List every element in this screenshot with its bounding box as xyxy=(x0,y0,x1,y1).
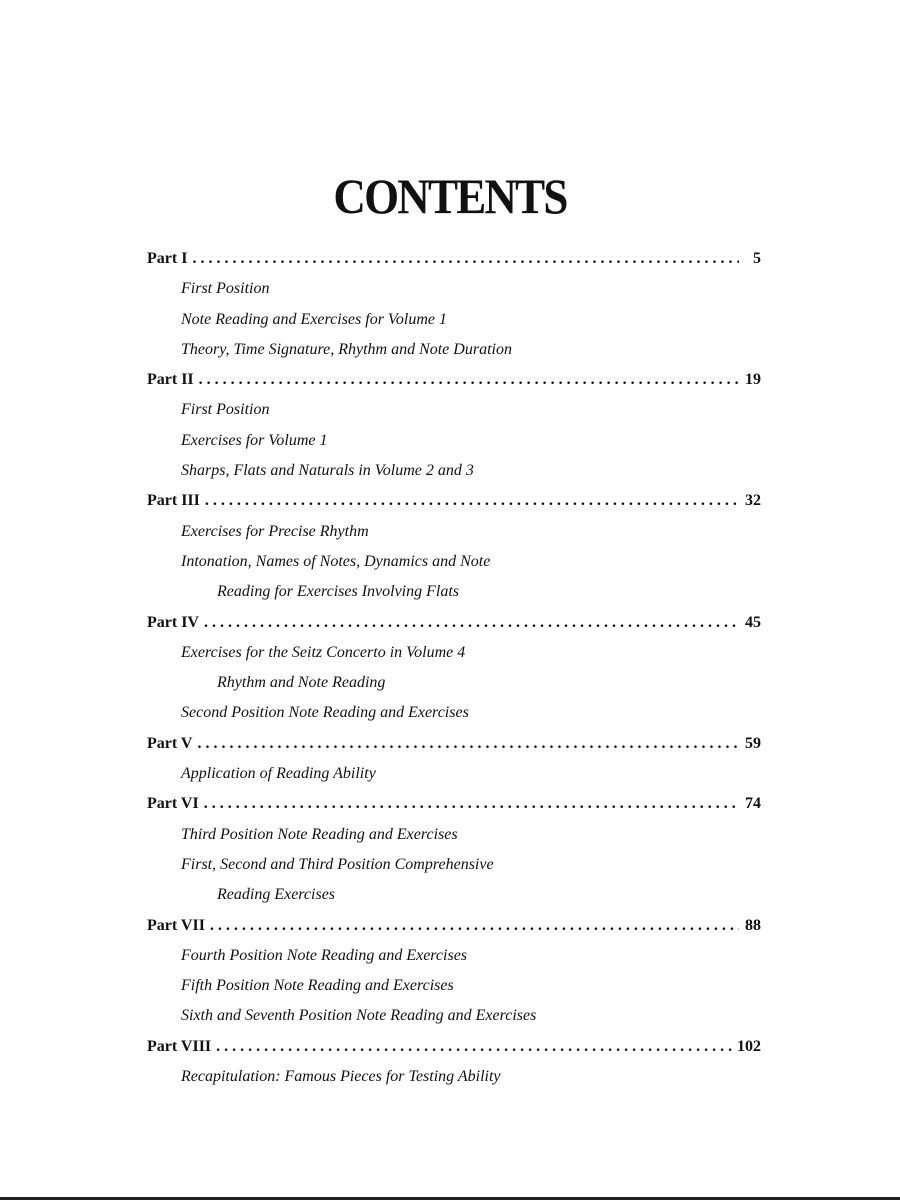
toc-part-label: Part V xyxy=(147,734,193,752)
toc-page-number: 5 xyxy=(753,250,761,267)
toc-entry: Sixth and Seventh Position Note Reading and Exercises xyxy=(181,1007,537,1025)
toc-part-row xyxy=(147,729,761,759)
toc-entry: First Position xyxy=(181,280,270,298)
toc-entry: Fourth Position Note Reading and Exercises xyxy=(181,946,468,964)
toc-entry: First Position xyxy=(181,401,270,419)
dot-leader xyxy=(192,244,739,274)
toc-part-label: Part VIII xyxy=(147,1037,212,1055)
toc-entry: Rhythm and Note Reading xyxy=(217,674,386,692)
dot-leader xyxy=(204,789,739,819)
toc-entry: Fifth Position Note Reading and Exercises xyxy=(181,977,454,995)
toc-part-row xyxy=(147,365,761,395)
dot-leader xyxy=(210,911,739,941)
toc-entry: Theory, Time Signature, Rhythm and Note Duration xyxy=(181,340,512,358)
toc-entry: Sharps, Flats and Naturals in Volume 2 and 3 xyxy=(181,462,474,480)
toc-page-number: 59 xyxy=(745,734,761,752)
table-of-contents xyxy=(147,244,761,1092)
dot-leader xyxy=(216,1032,733,1062)
toc-entry: Recapitulation: Famous Pieces for Testing Ability xyxy=(181,1068,501,1086)
toc-page-number: 88 xyxy=(745,916,761,934)
toc-part-row xyxy=(147,1032,761,1062)
toc-entry: Third Position Note Reading and Exercises xyxy=(181,825,458,843)
toc-part-row xyxy=(147,486,761,516)
toc-part-label: Part I xyxy=(147,250,188,267)
toc-part-label: Part II xyxy=(147,371,194,389)
toc-part-row xyxy=(147,244,761,274)
toc-entry: First, Second and Third Position Comprehensive xyxy=(181,855,494,873)
toc-part-row xyxy=(147,608,761,638)
toc-entry: Exercises for Precise Rhythm xyxy=(181,522,369,540)
toc-page-number: 102 xyxy=(737,1037,761,1055)
dot-leader xyxy=(199,365,739,395)
dot-leader xyxy=(205,486,739,516)
toc-part-row xyxy=(147,789,761,819)
toc-page-number: 19 xyxy=(745,371,761,389)
toc-entry: Second Position Note Reading and Exercises xyxy=(181,704,469,722)
toc-entry: Reading for Exercises Involving Flats xyxy=(217,583,460,601)
toc-page-number: 32 xyxy=(745,492,761,510)
toc-entry: Intonation, Names of Notes, Dynamics and Note xyxy=(181,552,491,570)
toc-entry: Exercises for Volume 1 xyxy=(181,431,328,449)
toc-entry: Reading Exercises xyxy=(217,886,336,904)
toc-part-row xyxy=(147,911,761,941)
toc-part-label: Part III xyxy=(147,492,200,510)
dot-leader xyxy=(197,729,739,759)
page-title: CONTENTS xyxy=(333,168,567,224)
toc-part-label: Part VI xyxy=(147,795,199,813)
dot-leader xyxy=(204,608,739,638)
toc-entry: Application of Reading Ability xyxy=(181,765,376,783)
toc-page-number: 74 xyxy=(745,795,761,813)
toc-part-label: Part VII xyxy=(147,916,205,934)
toc-part-label: Part IV xyxy=(147,613,199,631)
toc-page-number: 45 xyxy=(745,613,761,631)
toc-entry: Exercises for the Seitz Concerto in Volume 4 xyxy=(181,643,466,661)
toc-entry: Note Reading and Exercises for Volume 1 xyxy=(181,310,448,328)
